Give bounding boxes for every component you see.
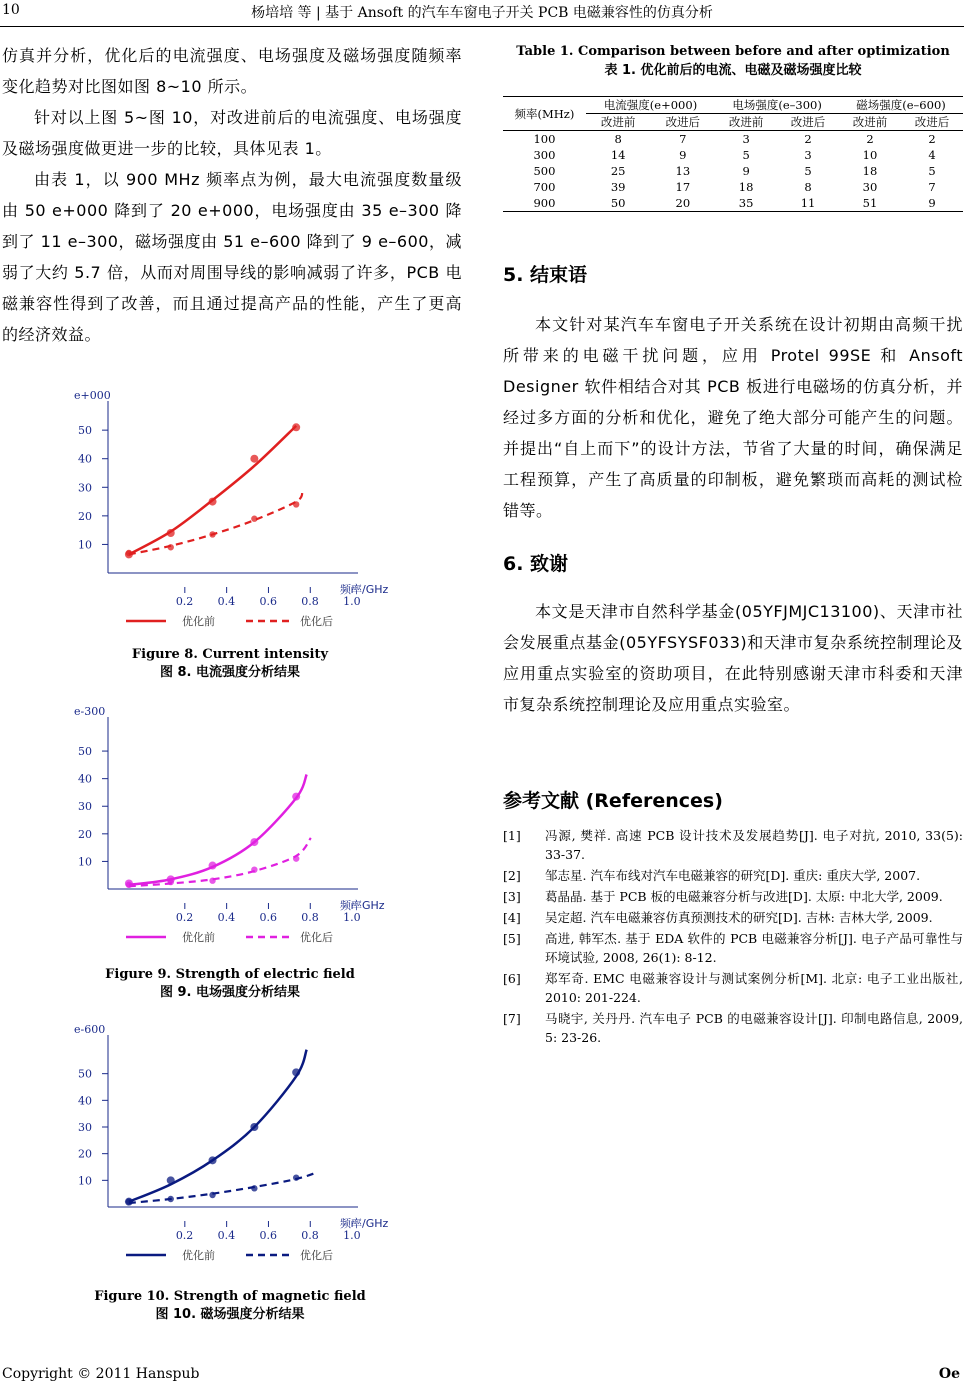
- data-point-before: [209, 862, 217, 870]
- reference-item: [503, 969, 963, 1007]
- table-group-current: 电流强度(e+000): [586, 97, 715, 114]
- legend-after-label: 优化后: [300, 931, 333, 944]
- paragraph-analysis: 由表 1，以 900 MHz 频率点为例，最大电流强度数量级由 50 e+000 降到了 20 e+000，电场强度由 35 e–300 降到了 11 e–300，磁场强度由 51 e–600 降到了 9 e–600，减弱了大约 5.7 倍，从而对周围导线的影响减弱了许多，PCB 电磁兼容性得到了改善，而且通过提高产品的性能，产生了更高的经济效益。: [2, 170, 462, 344]
- data-point-before: [250, 455, 258, 463]
- data-point-after: [168, 879, 174, 885]
- y-tick-label: 10: [78, 855, 92, 869]
- table-subheader: 改进后: [777, 114, 839, 131]
- table-cell: 8: [614, 132, 622, 146]
- x-tick-label: 0.6: [259, 1229, 277, 1242]
- table-cell: 18: [738, 180, 754, 194]
- table-row: [503, 147, 963, 163]
- y-tick-label: 20: [78, 509, 92, 523]
- data-point-after: [251, 516, 257, 522]
- comparison-table: [503, 96, 963, 212]
- table-cell: 14: [610, 148, 626, 162]
- table-cell-frequency: 500: [533, 164, 556, 178]
- references-list: [503, 826, 963, 1049]
- data-point-after: [251, 866, 257, 872]
- table-cell: 2: [804, 132, 812, 146]
- x-tick-label: 0.6: [259, 595, 277, 608]
- data-point-after: [126, 882, 132, 888]
- x-tick-label: 0.4: [217, 1229, 236, 1242]
- table-cell: 9: [901, 195, 963, 212]
- table-cell: 5: [742, 148, 750, 162]
- table-cell: 13: [675, 164, 691, 178]
- table-subheader: 改进前: [586, 114, 651, 131]
- series-after-line: [129, 838, 311, 886]
- figure-10-title-en: Figure 10. Strength of magnetic field: [94, 1289, 366, 1304]
- data-point-before: [250, 838, 258, 846]
- x-axis-label: 频率/GHz: [340, 583, 389, 596]
- y-axis-unit: e-300: [74, 705, 106, 718]
- figure-8-title-en: Figure 8. Current intensity: [131, 647, 329, 662]
- y-tick-label: 10: [78, 1174, 92, 1188]
- table-subheader: 改进前: [715, 114, 777, 131]
- reference-number: [5]: [503, 931, 521, 946]
- section-5-text: 本文针对某汽车车窗电子开关系统在设计初期由高频干扰所带来的电磁干扰问题，应用 Protel 99SE 和 Ansoft Designer 软件相结合对其 PCB 板进行电磁场的仿真分析，并经过多方面的分析和优化，避免了绝大部分可能产生的问题。并提出“自上而下”的设计方法，节省了大量的时间，确保满足工程预算，产生了高质量的印制板，避免繁琐而高耗的测试检错等。: [503, 315, 963, 520]
- table-caption: [503, 42, 963, 80]
- publisher-brand: Oe: [938, 1366, 960, 1382]
- figure-10: [60, 1023, 400, 1282]
- table-cell-frequency: 100: [533, 132, 556, 146]
- figure-8: [60, 389, 400, 638]
- reference-number: [2]: [503, 868, 521, 883]
- reference-number: [4]: [503, 910, 521, 925]
- legend-before-label: 优化前: [182, 615, 215, 628]
- chart-svg: [60, 1023, 400, 1282]
- table-cell: 18: [862, 164, 878, 178]
- table-caption-en: Table 1. Comparison between before and after optimization: [516, 44, 950, 59]
- section-6-text: 本文是天津市自然科学基金(05YFJMJC13100)、天津市社会发展重点基金(05YFSYSF033)和天津市复杂系统控制理论及应用重点实验室的资助项目，在此特别感谢天津市科委和天津市复杂系统控制理论及应用重点实验室。: [503, 602, 963, 714]
- table-cell: 50: [586, 195, 651, 212]
- reference-number: [6]: [503, 971, 521, 986]
- figure-10-title-cn: 图 10. 磁场强度分析结果: [155, 1307, 305, 1322]
- data-point-after: [209, 1192, 215, 1198]
- page-header: [0, 0, 964, 27]
- running-title: 杨培培 等 | 基于 Ansoft 的汽车车窗电子开关 PCB 电磁兼容性的仿真分析: [251, 5, 713, 21]
- data-point-after: [293, 1174, 299, 1180]
- y-tick-label: 50: [78, 424, 92, 438]
- page-number: 10: [2, 2, 20, 18]
- x-tick-label: 0.8: [301, 1229, 319, 1242]
- x-axis-label: 频率/GHz: [340, 1217, 389, 1230]
- reference-number: [3]: [503, 889, 521, 904]
- table-row: [503, 163, 963, 179]
- reference-number: [7]: [503, 1011, 521, 1026]
- y-tick-label: 20: [78, 1147, 92, 1161]
- figure-9-title-en: Figure 9. Strength of electric field: [105, 967, 355, 982]
- y-tick-label: 30: [78, 481, 92, 495]
- table-row: [503, 195, 963, 212]
- figure-8-caption: [20, 646, 440, 682]
- data-point-after: [126, 1198, 132, 1204]
- table-cell: 30: [862, 180, 878, 194]
- table-cell: 7: [679, 132, 687, 146]
- left-column: [2, 40, 462, 350]
- table-cell: 35: [715, 195, 777, 212]
- section-6-title: 6. 致谢: [503, 553, 569, 575]
- series-before-line: [129, 1050, 307, 1202]
- figure-9-title-cn: 图 9. 电场强度分析结果: [159, 985, 301, 1000]
- reference-number: [1]: [503, 828, 521, 843]
- table-cell: 17: [675, 180, 691, 194]
- table-cell: 8: [804, 180, 812, 194]
- y-tick-label: 10: [78, 538, 92, 552]
- y-tick-label: 40: [78, 1094, 92, 1108]
- x-tick-label: 1.0: [343, 911, 361, 924]
- table-cell: 7: [928, 180, 936, 194]
- table-row-header: 频率(MHz): [503, 97, 586, 131]
- table-cell: 5: [928, 164, 936, 178]
- figure-9-caption: [20, 966, 440, 1002]
- reference-text: 吴定超. 汽车电磁兼容仿真预测技术的研究[D]. 吉林: 吉林大学, 2009.: [545, 910, 933, 925]
- references-title: 参考文献 (References): [503, 790, 723, 812]
- chart-svg: [60, 389, 400, 648]
- data-point-after: [251, 1185, 257, 1191]
- table-caption-cn: 表 1. 优化前后的电流、电磁及磁场强度比较: [604, 63, 862, 78]
- data-point-before: [292, 793, 300, 801]
- reference-item: [503, 929, 963, 967]
- table-cell: 3: [804, 148, 812, 162]
- table-cell-frequency: 700: [533, 180, 556, 194]
- figure-10-caption: [20, 1288, 440, 1324]
- table-cell: 5: [804, 164, 812, 178]
- table-group-magnetic: 磁场强度(e–600): [839, 97, 963, 114]
- legend-before-label: 优化前: [182, 1249, 215, 1262]
- x-tick-label: 0.2: [175, 595, 194, 608]
- y-tick-label: 40: [78, 772, 92, 786]
- data-point-before: [292, 423, 300, 431]
- data-point-before: [292, 1068, 300, 1076]
- table-cell: 9: [742, 164, 750, 178]
- table-cell: 10: [862, 148, 878, 162]
- x-tick-label: 1.0: [343, 595, 361, 608]
- table-cell: 51: [839, 195, 901, 212]
- table-cell: 2: [928, 132, 936, 146]
- reference-item: [503, 908, 963, 927]
- y-axis-unit: e+000: [74, 389, 111, 402]
- page-footer: [0, 1364, 964, 1386]
- table-cell: 3: [742, 132, 750, 146]
- x-tick-label: 0.6: [259, 911, 277, 924]
- x-tick-label: 0.2: [175, 1229, 194, 1242]
- copyright-text: Copyright © 2011 Hanspub: [2, 1366, 200, 1382]
- x-tick-label: 0.8: [301, 595, 319, 608]
- reference-text: 邹志星. 汽车布线对汽车电磁兼容的研究[D]. 重庆: 重庆大学, 2007.: [545, 868, 921, 883]
- section-5-title: 5. 结束语: [503, 264, 588, 286]
- reference-item: [503, 866, 963, 885]
- series-before-line: [129, 775, 307, 885]
- y-tick-label: 50: [78, 1067, 92, 1081]
- data-point-after: [209, 878, 215, 884]
- table-cell: 11: [777, 195, 839, 212]
- reference-text: 高进, 韩军杰. 基于 EDA 软件的 PCB 电磁兼容分析[J]. 电子产品可靠性与环境试验, 2008, 26(1): 8-12.: [545, 931, 963, 965]
- reference-item: [503, 1009, 963, 1047]
- x-tick-label: 1.0: [343, 1229, 361, 1242]
- table-cell: 2: [866, 132, 874, 146]
- table-cell: 4: [928, 148, 936, 162]
- y-tick-label: 30: [78, 800, 92, 814]
- y-tick-label: 40: [78, 452, 92, 466]
- y-tick-label: 20: [78, 827, 92, 841]
- x-tick-label: 0.4: [217, 595, 236, 608]
- table-cell-frequency: 300: [533, 148, 556, 162]
- table-subheader: 改进后: [901, 114, 963, 131]
- figure-8-title-cn: 图 8. 电流强度分析结果: [159, 665, 301, 680]
- table-cell: 39: [610, 180, 626, 194]
- legend-before-label: 优化前: [182, 931, 215, 944]
- reference-text: 葛晶晶. 基于 PCB 板的电磁兼容分析与改进[D]. 太原: 中北大学, 2009.: [545, 889, 943, 904]
- series-after-line: [129, 1172, 317, 1203]
- legend-after-label: 优化后: [300, 615, 333, 628]
- y-tick-label: 30: [78, 1121, 92, 1134]
- x-tick-label: 0.8: [301, 911, 319, 924]
- data-point-before: [250, 1123, 258, 1131]
- table-row: [503, 179, 963, 195]
- data-point-after: [126, 550, 132, 556]
- data-point-after: [168, 544, 174, 550]
- data-point-before: [167, 529, 175, 537]
- reference-item: [503, 826, 963, 864]
- chart-svg: [60, 705, 400, 964]
- y-tick-label: 50: [78, 745, 92, 759]
- data-point-before: [209, 1156, 217, 1164]
- table-cell: 9: [679, 148, 687, 162]
- x-tick-label: 0.4: [217, 911, 236, 924]
- paragraph-intro: 仿真并分析，优化后的电流强度、电场强度及磁场强度随频率变化趋势对比图如图 8~10 所示。: [2, 46, 462, 96]
- table-cell: 20: [651, 195, 716, 212]
- data-point-after: [168, 1196, 174, 1202]
- table-group-electric: 电场强度(e–300): [715, 97, 839, 114]
- table-cell: 25: [610, 164, 626, 178]
- table-cell-frequency: 900: [503, 195, 586, 212]
- paragraph-compare: 针对以上图 5~图 10，对改进前后的电流强度、电场强度及磁场强度做更进一步的比较，具体见表 1。: [2, 108, 462, 158]
- table-subheader: 改进后: [651, 114, 716, 131]
- reference-text: 马晓宇, 关丹丹. 汽车电子 PCB 的电磁兼容设计[J]. 印制电路信息, 2009, 5: 23-26.: [545, 1011, 963, 1045]
- figure-9: [60, 705, 400, 954]
- reference-text: 郑军奇. EMC 电磁兼容设计与测试案例分析[M]. 北京: 电子工业出版社, 2010: 201-224.: [545, 971, 963, 1005]
- reference-item: [503, 887, 963, 906]
- data-point-before: [167, 1176, 175, 1184]
- table-subheader: 改进前: [839, 114, 901, 131]
- table-row: [503, 131, 963, 148]
- reference-text: 冯源, 樊祥. 高速 PCB 设计技术及发展趋势[J]. 电子对抗, 2010, 33(5): 33-37.: [545, 828, 963, 862]
- y-axis-unit: e-600: [74, 1023, 106, 1036]
- x-tick-label: 0.2: [175, 911, 194, 924]
- x-axis-label: 频率GHz: [340, 899, 385, 912]
- data-point-before: [209, 498, 217, 506]
- data-point-after: [293, 855, 299, 861]
- legend-after-label: 优化后: [300, 1249, 333, 1262]
- data-point-after: [209, 531, 215, 537]
- data-point-after: [293, 501, 299, 507]
